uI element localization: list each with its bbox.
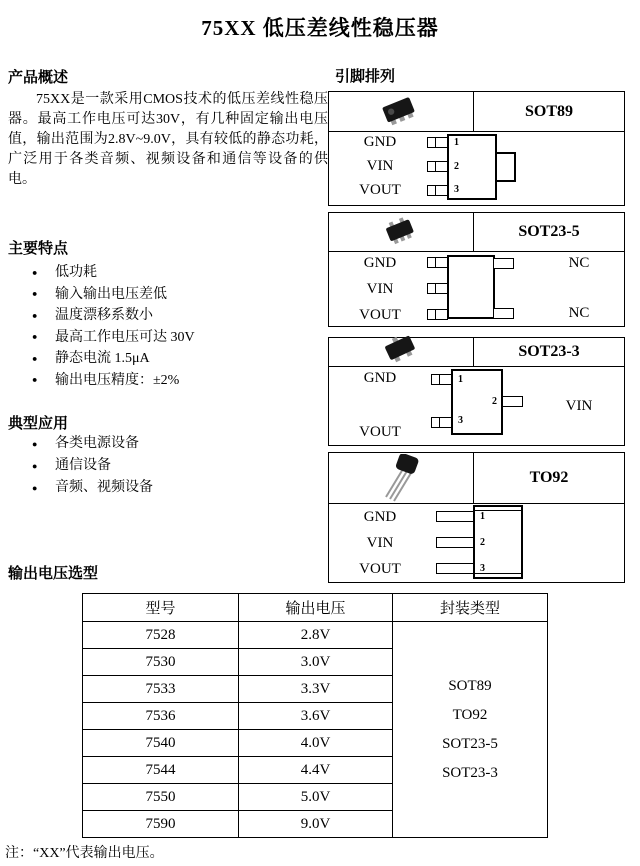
model-cell: 7528 [83, 622, 239, 649]
pin-lead-icon [427, 137, 448, 148]
list-item: ● 各类电源设备 [8, 433, 153, 455]
package-name: SOT23-5 [518, 223, 580, 240]
pin-diagram-sot23-3 [329, 367, 624, 443]
list-item: ● 静态电流 1.5μA [8, 348, 195, 370]
package-outline [473, 505, 523, 579]
column-header: 封装类型 [393, 594, 548, 622]
pin-lead-icon [427, 309, 448, 320]
package-outline [447, 255, 495, 319]
pin-label: VIN [366, 535, 394, 551]
overview-paragraph: 75XX是一款采用CMOS技术的低压差线性稳压器。最高工作电压可达30V，有几种固定输出电压值，输出范围为2.8V~9.0V，具有较低的静态功耗，广泛用于各类音频、视频设备和通信等设备的供电。 [8, 92, 328, 187]
voltage-cell: 4.0V [239, 730, 393, 757]
pin-label: VIN [565, 398, 593, 414]
package-types-cell: SOT89 TO92 SOT23-5 SOT23-3 [393, 622, 548, 838]
list-item: ● 最高工作电压可达 30V [8, 327, 195, 349]
package-header [329, 453, 624, 504]
pin-number: 3 [480, 563, 485, 574]
voltage-cell: 3.6V [239, 703, 393, 730]
voltage-cell: 9.0V [239, 811, 393, 838]
pin-label: VOUT [359, 307, 401, 323]
pin-label: NC [568, 255, 590, 271]
package-box-to92 [328, 452, 625, 583]
voltage-selection-table [82, 593, 548, 838]
pin-number: 1 [458, 374, 463, 385]
package-box-sot23-5 [328, 212, 625, 327]
package-outline [447, 134, 497, 200]
section-heading-features: 主要特点 [8, 240, 69, 257]
package-header [329, 338, 624, 367]
pin-number: 3 [454, 184, 459, 195]
chip-3d-icon [381, 217, 421, 247]
pin-label: GND [363, 255, 397, 271]
list-item: ● 输入输出电压差低 [8, 284, 195, 306]
model-cell: 7533 [83, 676, 239, 703]
list-item: ● 输出电压精度：±2% [8, 370, 195, 392]
pin-label: GND [363, 370, 397, 386]
applications-list [8, 433, 153, 499]
pin-lead-icon [502, 396, 523, 407]
column-header: 型号 [83, 594, 239, 622]
pin-label: GND [363, 509, 397, 525]
pin-diagram-to92 [329, 504, 624, 581]
pin-lead-icon [493, 308, 514, 319]
sot89-package-photo [329, 92, 474, 131]
pin-number: 2 [454, 161, 459, 172]
voltage-cell: 2.8V [239, 622, 393, 649]
pin-lead-icon [436, 511, 475, 522]
pin-lead-icon [431, 374, 452, 385]
pin-label: GND [363, 134, 397, 150]
sot23-5-package-photo [329, 213, 474, 251]
voltage-cell: 4.4V [239, 757, 393, 784]
package-header [329, 92, 624, 132]
model-cell: 7536 [83, 703, 239, 730]
model-cell: 7530 [83, 649, 239, 676]
chip-3d-icon [379, 332, 423, 366]
column-header: 输出电压 [239, 594, 393, 622]
chip-3d-icon [379, 95, 423, 129]
pin-label: VIN [366, 281, 394, 297]
pin-diagram-sot23-5 [329, 252, 624, 325]
pin-lead-icon [436, 537, 475, 548]
voltage-cell: 3.0V [239, 649, 393, 676]
voltage-cell: 3.3V [239, 676, 393, 703]
section-heading-pinout: 引脚排列 [335, 68, 396, 85]
page-title: 75XX 低压差线性稳压器 [201, 16, 439, 40]
pin-number: 3 [458, 415, 463, 426]
pin-lead-icon [427, 257, 448, 268]
features-list [8, 262, 195, 391]
pin-label: VIN [366, 158, 394, 174]
package-outline [451, 369, 503, 435]
model-cell: 7550 [83, 784, 239, 811]
package-name: SOT23-3 [518, 343, 580, 360]
section-heading-overview: 产品概述 [8, 69, 69, 86]
to92-package-photo [329, 453, 474, 503]
table-header-row [83, 594, 548, 622]
package-header [329, 213, 624, 252]
sot23-3-package-photo [329, 338, 474, 366]
pin-number: 2 [480, 537, 485, 548]
pin-lead-icon [431, 417, 452, 428]
package-name: SOT89 [524, 102, 573, 120]
list-item: ● 低功耗 [8, 262, 195, 284]
pin-lead-icon [493, 258, 514, 269]
package-box-sot89 [328, 91, 625, 206]
pin-label: NC [568, 305, 590, 321]
pin-label: VOUT [359, 561, 401, 577]
model-cell: 7544 [83, 757, 239, 784]
pin-number: 2 [492, 396, 497, 407]
list-item: ● 音频、视频设备 [8, 477, 153, 499]
pin-lead-icon [427, 185, 448, 196]
pin-lead-icon [427, 161, 448, 172]
list-item: ● 通信设备 [8, 455, 153, 477]
chip-3d-icon [378, 454, 424, 502]
pin-diagram-sot89 [329, 132, 624, 204]
pin-lead-icon [427, 283, 448, 294]
voltage-cell: 5.0V [239, 784, 393, 811]
pin-label: VOUT [359, 424, 401, 440]
model-cell: 7540 [83, 730, 239, 757]
pin-lead-icon [436, 563, 475, 574]
footnote: 注：“XX”代表输出电压。 [5, 846, 164, 861]
model-cell: 7590 [83, 811, 239, 838]
table-row [83, 622, 548, 649]
pin-label: VOUT [359, 182, 401, 198]
section-heading-applications: 典型应用 [8, 415, 69, 432]
pin-number: 1 [480, 511, 485, 522]
pin-number: 1 [454, 137, 459, 148]
list-item: ● 温度漂移系数小 [8, 305, 195, 327]
package-tab-outline [495, 152, 516, 182]
section-heading-voltage-selection: 输出电压选型 [8, 565, 99, 582]
package-name: TO92 [529, 469, 569, 486]
package-box-sot23-3 [328, 337, 625, 446]
